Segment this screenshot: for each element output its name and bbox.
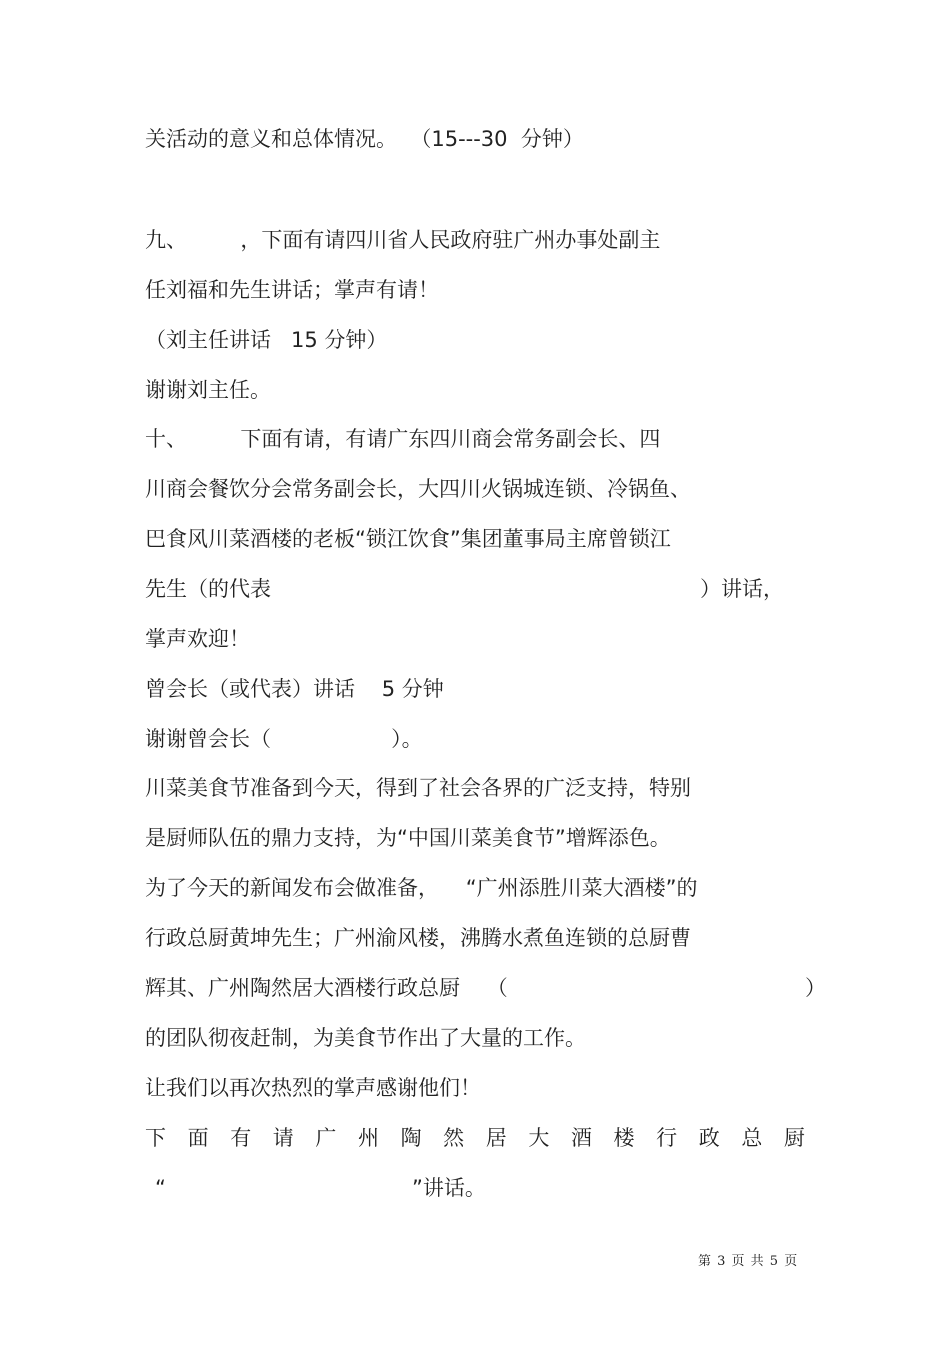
page-footer: 第 3 页 共 5 页 [698, 1254, 799, 1269]
spread-char: 请 [272, 1126, 294, 1150]
text-line-13: 川菜美食节准备到今天，得到了社会各界的广泛支持，特别 [145, 776, 691, 800]
text-line-4: （刘主任讲话 15 分钟） [145, 328, 388, 352]
text-line-6: 十、 下面有请，有请广东四川商会常务副会长、四 [145, 427, 661, 451]
text-line-21b: ”讲话。 [412, 1176, 486, 1200]
spread-char: 行 [656, 1126, 678, 1150]
text-line-17b: ） [805, 976, 826, 1000]
spread-char: 总 [741, 1126, 763, 1150]
text-line-16: 行政总厨黄坤先生；广州渝风楼，沸腾水煮鱼连锁的总厨曹 [145, 926, 691, 950]
text-line-8: 巴食风川菜酒楼的老板“锁江饮食”集团董事局主席曾锁江 [145, 527, 671, 551]
text-line-3: 任刘福和先生讲话；掌声有请！ [145, 278, 439, 302]
spread-char: 酒 [570, 1126, 592, 1150]
spread-char: 广 [315, 1126, 337, 1150]
spread-char: 厨 [783, 1126, 805, 1150]
spread-char: 然 [443, 1126, 465, 1150]
text-line-14: 是厨师队伍的鼎力支持，为“中国川菜美食节”增辉添色。 [145, 826, 671, 850]
spread-char: 政 [698, 1126, 720, 1150]
text-line-1: 关活动的意义和总体情况。 （15---30 分钟） [145, 127, 584, 151]
text-line-5: 谢谢刘主任。 [145, 378, 271, 402]
spread-char: 楼 [613, 1126, 635, 1150]
text-line-18: 的团队彻夜赶制，为美食节作出了大量的工作。 [145, 1026, 586, 1050]
text-line-20-spread [145, 1125, 805, 1151]
text-line-15: 为了今天的新闻发布会做准备， “广州添胜川菜大酒楼”的 [145, 876, 698, 900]
spread-char: 大 [528, 1126, 550, 1150]
spread-char: 有 [230, 1126, 252, 1150]
spread-char: 下 [145, 1126, 166, 1150]
spread-char: 面 [187, 1126, 209, 1150]
text-line-11: 曾会长（或代表）讲话 5 分钟 [145, 677, 444, 701]
text-line-19: 让我们以再次热烈的掌声感谢他们！ [145, 1076, 481, 1100]
text-line-7: 川商会餐饮分会常务副会长，大四川火锅城连锁、冷锅鱼、 [145, 477, 691, 501]
text-line-9b: ）讲话， [700, 577, 784, 601]
text-line-17a: 辉其、广州陶然居大酒楼行政总厨 （ [145, 976, 508, 1000]
text-line-21a: “ [155, 1176, 166, 1200]
text-line-10: 掌声欢迎！ [145, 627, 250, 651]
spread-char: 居 [485, 1126, 507, 1150]
text-line-9a: 先生（的代表 [145, 577, 271, 601]
spread-char: 陶 [400, 1126, 422, 1150]
text-line-2: 九、 ，下面有请四川省人民政府驻广州办事处副主 [145, 228, 661, 252]
spread-char: 州 [357, 1126, 379, 1150]
text-line-12: 谢谢曾会长（ ）。 [145, 727, 423, 751]
